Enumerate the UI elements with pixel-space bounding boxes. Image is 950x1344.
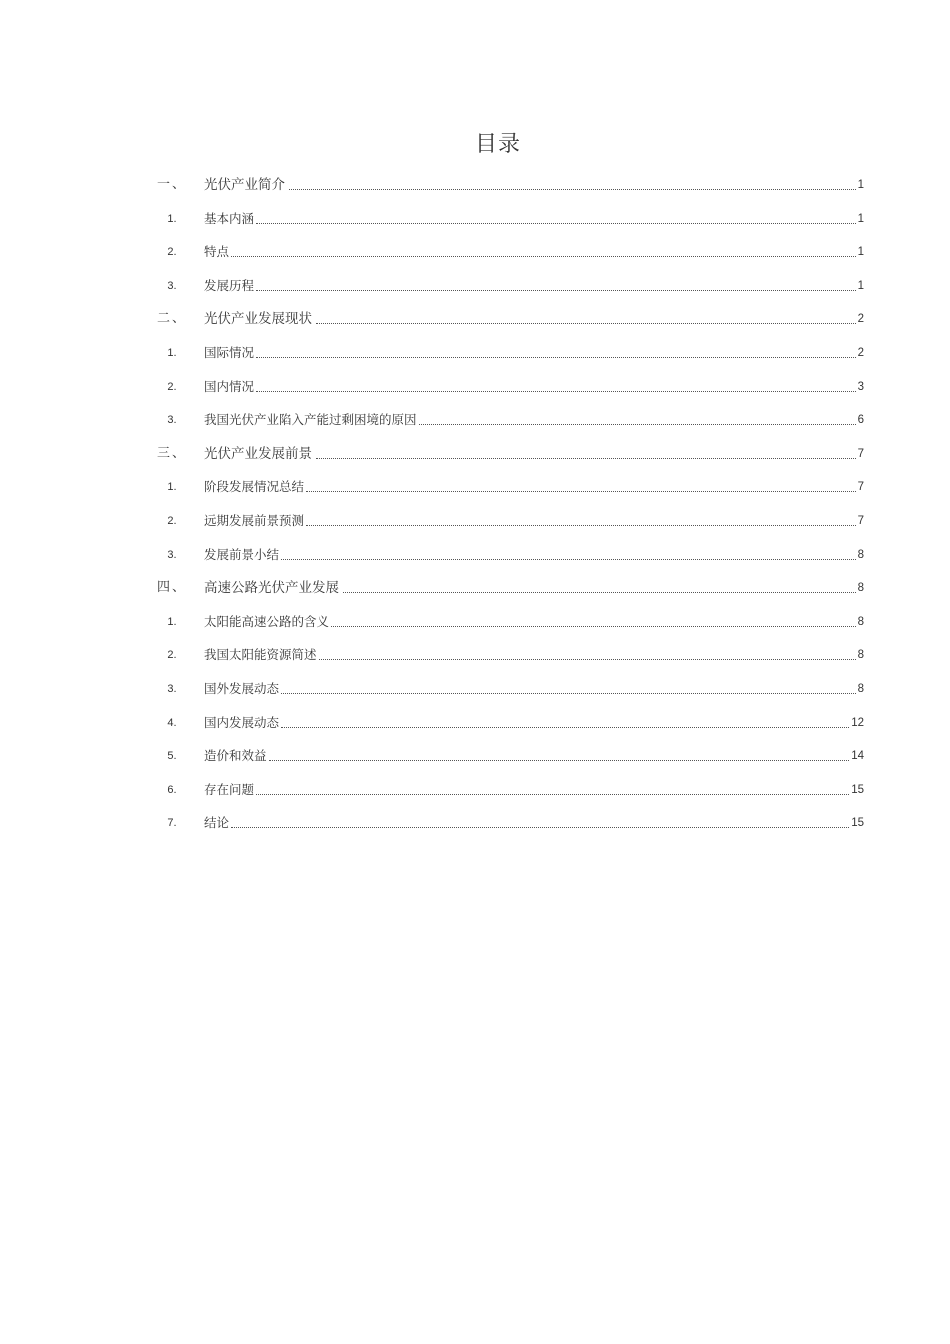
- toc-section-entry[interactable]: [140, 274, 864, 296]
- toc-dot-leader: [289, 187, 856, 190]
- toc-section-entry[interactable]: [140, 744, 864, 766]
- toc-page-number: 15: [851, 783, 864, 796]
- toc-entry-title[interactable]: 光伏产业简介: [204, 177, 285, 193]
- toc-entry-number: 2.: [167, 515, 177, 527]
- toc-section-entry[interactable]: [140, 207, 864, 229]
- toc-dot-leader: [256, 288, 856, 291]
- toc-page-number: 3: [857, 380, 864, 393]
- toc-dot-leader: [331, 624, 856, 627]
- toc-entry-number: 二、: [156, 311, 187, 327]
- toc-dot-leader: [316, 321, 856, 324]
- toc-section-entry[interactable]: [140, 475, 864, 497]
- toc-dot-leader: [343, 590, 856, 593]
- toc-page-number: 1: [857, 179, 864, 191]
- toc-dot-leader: [256, 389, 856, 392]
- toc-entry-title[interactable]: 结论: [204, 815, 230, 831]
- toc-entry-title[interactable]: 国外发展动态: [204, 681, 280, 696]
- toc-entry-number: 7.: [167, 817, 177, 830]
- toc-entry-title[interactable]: 我国光伏产业陷入产能过剩困境的原因: [204, 412, 417, 428]
- toc-entry-number: 3.: [167, 683, 177, 695]
- toc-entry-title[interactable]: 国内发展动态: [204, 714, 280, 730]
- toc-entry-title[interactable]: 我国太阳能资源简述: [204, 647, 317, 663]
- toc-entry-title[interactable]: 光伏产业发展现状: [204, 311, 312, 328]
- toc-entry-number: 四、: [156, 580, 187, 596]
- toc-dot-leader: [281, 725, 849, 728]
- toc-entry-number: 三、: [156, 445, 187, 461]
- toc-entry-number: 3.: [167, 279, 177, 292]
- toc-dot-leader: [231, 825, 849, 828]
- toc-page-number: 2: [857, 347, 864, 359]
- toc-dot-leader: [269, 758, 850, 761]
- toc-entry-number: 3.: [167, 548, 177, 561]
- toc-entry-number: 一、: [156, 177, 187, 192]
- toc-chapter-entry[interactable]: [140, 173, 864, 195]
- toc-page-number: 8: [857, 582, 864, 595]
- toc-page-number: 7: [857, 447, 864, 460]
- toc-section-entry[interactable]: [140, 711, 864, 733]
- toc-page-number: 14: [851, 750, 864, 763]
- toc-dot-leader: [306, 523, 856, 526]
- toc-dot-leader: [281, 691, 856, 694]
- toc-entry-title[interactable]: 国际情况: [204, 345, 255, 360]
- toc-entry-title[interactable]: 远期发展前景预测: [204, 513, 305, 528]
- toc-dot-leader: [281, 557, 856, 560]
- toc-page-number: 1: [857, 246, 864, 259]
- toc-entry-number: 2.: [167, 246, 177, 259]
- toc-entry-title[interactable]: 国内情况: [204, 378, 255, 394]
- toc-section-entry[interactable]: [140, 341, 864, 363]
- toc-section-entry[interactable]: [140, 677, 864, 699]
- toc-page-number: 6: [857, 414, 864, 427]
- toc-section-entry[interactable]: [140, 610, 864, 632]
- toc-page-number: 1: [857, 212, 864, 225]
- toc-chapter-entry[interactable]: [140, 576, 864, 598]
- toc-entry-title[interactable]: 存在问题: [204, 781, 255, 797]
- toc-section-entry[interactable]: [140, 543, 864, 565]
- toc-entry-number: 2.: [167, 380, 177, 393]
- toc-chapter-entry[interactable]: [140, 307, 864, 329]
- toc-dot-leader: [319, 657, 856, 660]
- toc-dot-leader: [419, 422, 856, 425]
- toc-section-entry[interactable]: [140, 778, 864, 800]
- toc-entry-title[interactable]: 阶段发展情况总结: [204, 479, 305, 495]
- toc-chapter-entry[interactable]: [140, 442, 864, 464]
- toc-page-number: 1: [857, 279, 864, 292]
- toc-entry-number: 5.: [167, 750, 177, 763]
- toc-dot-leader: [256, 221, 856, 224]
- toc-page-number: 15: [851, 817, 864, 830]
- toc-entry-number: 1.: [167, 481, 177, 494]
- toc-page-number: 8: [857, 683, 864, 695]
- toc-entry-number: 1.: [167, 615, 177, 628]
- toc-entry-number: 1.: [167, 347, 177, 359]
- toc-entry-number: 2.: [167, 649, 177, 662]
- toc-entry-number: 1.: [167, 212, 177, 225]
- toc-page-number: 8: [857, 649, 864, 662]
- toc-page-number: 8: [857, 615, 864, 628]
- toc-dot-leader: [231, 254, 856, 257]
- toc-title: 目录: [474, 132, 521, 157]
- toc-entry-title[interactable]: 特点: [204, 244, 230, 260]
- toc-section-entry[interactable]: [140, 375, 864, 397]
- toc-section-entry[interactable]: [140, 811, 864, 833]
- toc-page-number: 12: [851, 716, 864, 729]
- toc-section-entry[interactable]: [140, 509, 864, 531]
- toc-page-number: 7: [857, 515, 864, 527]
- toc-entry-title[interactable]: 发展前景小结: [204, 546, 280, 562]
- toc-page-number: 7: [857, 481, 864, 494]
- toc-page-number: 8: [857, 548, 864, 561]
- toc-dot-leader: [256, 792, 849, 795]
- toc-dot-leader: [316, 456, 856, 459]
- toc-page-number: 2: [857, 313, 864, 326]
- toc-dot-leader: [306, 489, 856, 492]
- toc-entry-title[interactable]: 基本内涵: [204, 210, 255, 226]
- toc-section-entry[interactable]: [140, 643, 864, 665]
- toc-dot-leader: [256, 355, 856, 358]
- toc-entry-number: 6.: [167, 783, 177, 796]
- toc-entry-title[interactable]: 造价和效益: [204, 748, 267, 764]
- toc-entry-title[interactable]: 发展历程: [204, 277, 255, 293]
- toc-section-entry[interactable]: [140, 408, 864, 430]
- toc-entry-title[interactable]: 高速公路光伏产业发展: [204, 580, 339, 597]
- toc-entry-number: 3.: [167, 414, 177, 427]
- toc-section-entry[interactable]: [140, 240, 864, 262]
- toc-entry-number: 4.: [167, 716, 177, 729]
- toc-entry-title[interactable]: 太阳能高速公路的含义: [204, 613, 330, 629]
- toc-entry-title[interactable]: 光伏产业发展前景: [204, 445, 312, 462]
